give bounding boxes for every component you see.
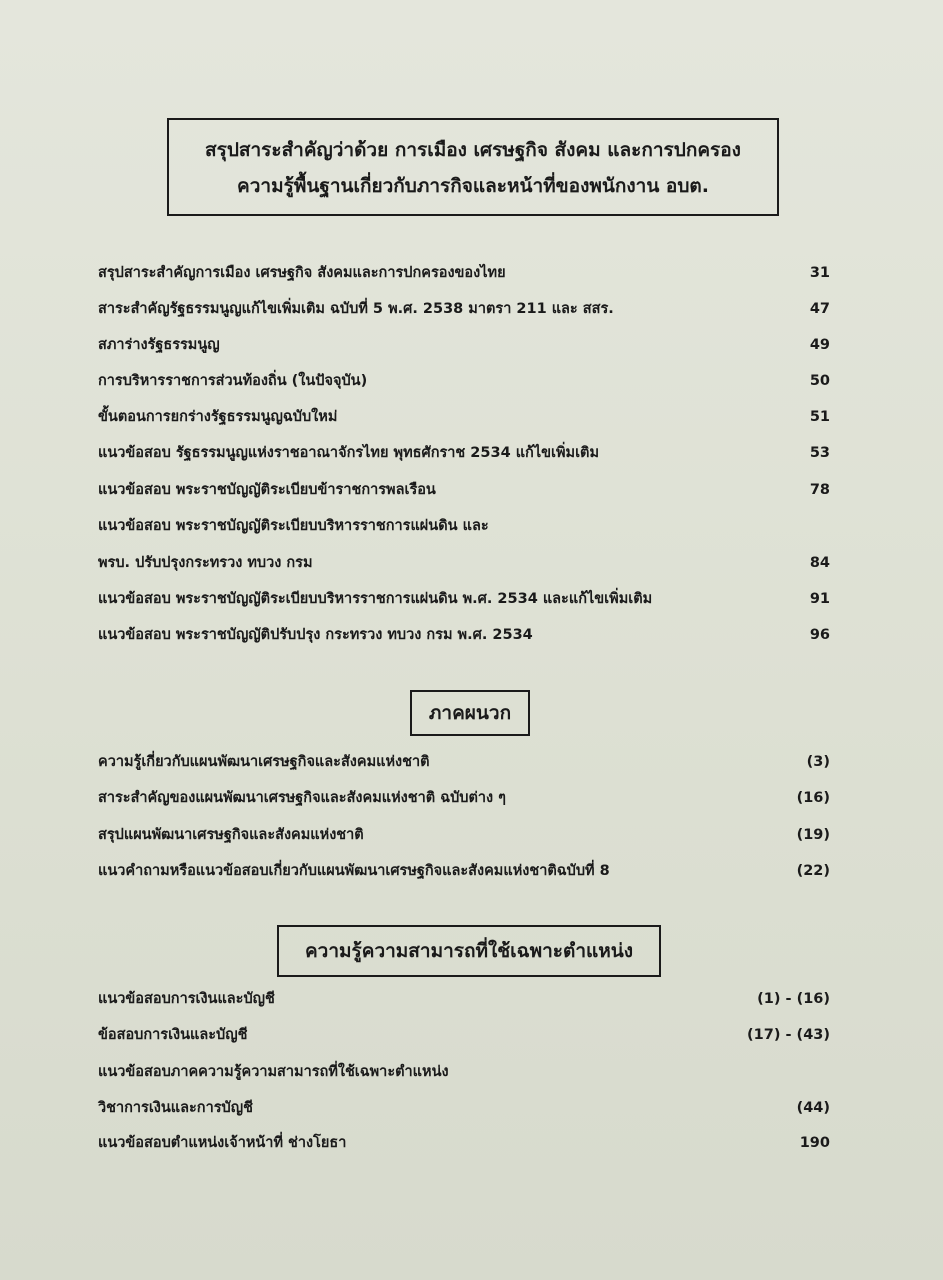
toc-entry-title: ขั้นตอนการยกร่างรัฐธรรมนูญฉบับใหม่: [98, 409, 338, 425]
toc-entry-page: 53: [809, 445, 830, 461]
appendix-header-box: ภาคผนวก: [410, 690, 530, 736]
toc-entry-title: แนวข้อสอบตำแหน่งเจ้าหน้าที่ ช่างโยธา: [98, 1135, 347, 1151]
main-header-box: [167, 118, 779, 216]
toc-entry: [98, 783, 830, 813]
toc-entry-title: สาระสำคัญของแผนพัฒนาเศรษฐกิจและสังคมแห่งชาติ ฉบับต่าง ๆ: [98, 790, 506, 806]
toc-entry: [98, 294, 830, 324]
toc-entry-title: แนวข้อสอบ รัฐธรรมนูญแห่งราชอาณาจักรไทย พุทธศักราช 2534 แก้ไขเพิ่มเติม: [98, 445, 600, 461]
toc-entry-page: 78: [809, 482, 830, 498]
toc-entry: [98, 1093, 830, 1123]
toc-entry-title: ความรู้เกี่ยวกับแผนพัฒนาเศรษฐกิจและสังคมแห่งชาติ: [98, 754, 430, 770]
toc-entry-title: แนวข้อสอบการเงินและบัญชี: [98, 991, 275, 1007]
toc-entry: [98, 438, 830, 468]
toc-entry-page: (44): [796, 1100, 830, 1116]
toc-entry: [98, 366, 830, 396]
special-header-box: ความรู้ความสามารถที่ใช้เฉพาะตำแหน่ง: [277, 925, 661, 977]
toc-entry: [98, 511, 830, 541]
toc-entry-page: (22): [796, 863, 830, 879]
toc-entry-page: (19): [796, 827, 830, 843]
toc-entry: [98, 1020, 830, 1050]
toc-entry-page: 49: [809, 337, 830, 353]
toc-entry-page: 96: [809, 627, 830, 643]
toc-entry-page: (1) - (16): [757, 991, 830, 1007]
toc-entry-page: 50: [809, 373, 830, 389]
toc-entry: [98, 984, 830, 1014]
toc-entry-page: 84: [809, 555, 830, 571]
toc-entry: [98, 820, 830, 850]
toc-entry: [98, 258, 830, 288]
toc-entry-title: แนวข้อสอบ พระราชบัญญัติระเบียบข้าราชการพลเรือน: [98, 482, 436, 498]
toc-entry: [98, 402, 830, 432]
toc-entry-title: การบริหารราชการส่วนท้องถิ่น (ในปัจจุบัน): [98, 373, 368, 389]
toc-entry: [98, 747, 830, 777]
toc-entry-page: 31: [809, 265, 830, 281]
toc-entry: [98, 330, 830, 360]
toc-entry-title: สรุปสาระสำคัญการเมือง เศรษฐกิจ สังคมและการปกครองของไทย: [98, 265, 506, 281]
toc-entry: [98, 856, 830, 886]
toc-entry-title: แนวข้อสอบ พระราชบัญญัติปรับปรุง กระทรวง ทบวง กรม พ.ศ. 2534: [98, 627, 533, 643]
toc-entry-title: แนวคำถามหรือแนวข้อสอบเกี่ยวกับแผนพัฒนาเศรษฐกิจและสังคมแห่งชาติฉบับที่ 8: [98, 863, 610, 879]
toc-entry-page: (3): [806, 754, 830, 770]
toc-entry-title: พรบ. ปรับปรุงกระทรวง ทบวง กรม: [98, 555, 313, 571]
toc-entry: [98, 1128, 830, 1158]
toc-entry: [98, 475, 830, 505]
toc-entry-title: สรุปแผนพัฒนาเศรษฐกิจและสังคมแห่งชาติ: [98, 827, 364, 843]
toc-entry-page: 190: [799, 1135, 830, 1151]
toc-entry-page: 91: [809, 591, 830, 607]
toc-entry: [98, 584, 830, 614]
toc-entry-page: (17) - (43): [747, 1027, 830, 1043]
toc-entry: [98, 548, 830, 578]
toc-entry-title: ข้อสอบการเงินและบัญชี: [98, 1027, 248, 1043]
toc-entry-title: แนวข้อสอบ พระราชบัญญัติระเบียบบริหารราชการแผ่นดิน พ.ศ. 2534 และแก้ไขเพิ่มเติม: [98, 591, 653, 607]
toc-entry: [98, 620, 830, 650]
toc-entry-page: 51: [809, 409, 830, 425]
toc-entry-page: 47: [809, 301, 830, 317]
toc-entry-title: แนวข้อสอบ พระราชบัญญัติระเบียบบริหารราชการแผ่นดิน และ: [98, 518, 489, 534]
toc-entry: [98, 1057, 830, 1087]
toc-entry-title: สภาร่างรัฐธรรมนูญ: [98, 337, 220, 353]
toc-entry-title: สาระสำคัญรัฐธรรมนูญแก้ไขเพิ่มเติม ฉบับที่ 5 พ.ศ. 2538 มาตรา 211 และ สสร.: [98, 301, 614, 317]
main-header-line1: สรุปสาระสำคัญว่าด้วย การเมือง เศรษฐกิจ สังคม และการปกครอง: [205, 139, 741, 161]
toc-entry-page: (16): [796, 790, 830, 806]
toc-entry-title: แนวข้อสอบภาคความรู้ความสามารถที่ใช้เฉพาะตำแหน่ง: [98, 1064, 449, 1080]
toc-entry-title: วิชาการเงินและการบัญชี: [98, 1100, 253, 1116]
main-header-line2: ความรู้พื้นฐานเกี่ยวกับภารกิจและหน้าที่ของพนักงาน อบต.: [237, 175, 709, 197]
